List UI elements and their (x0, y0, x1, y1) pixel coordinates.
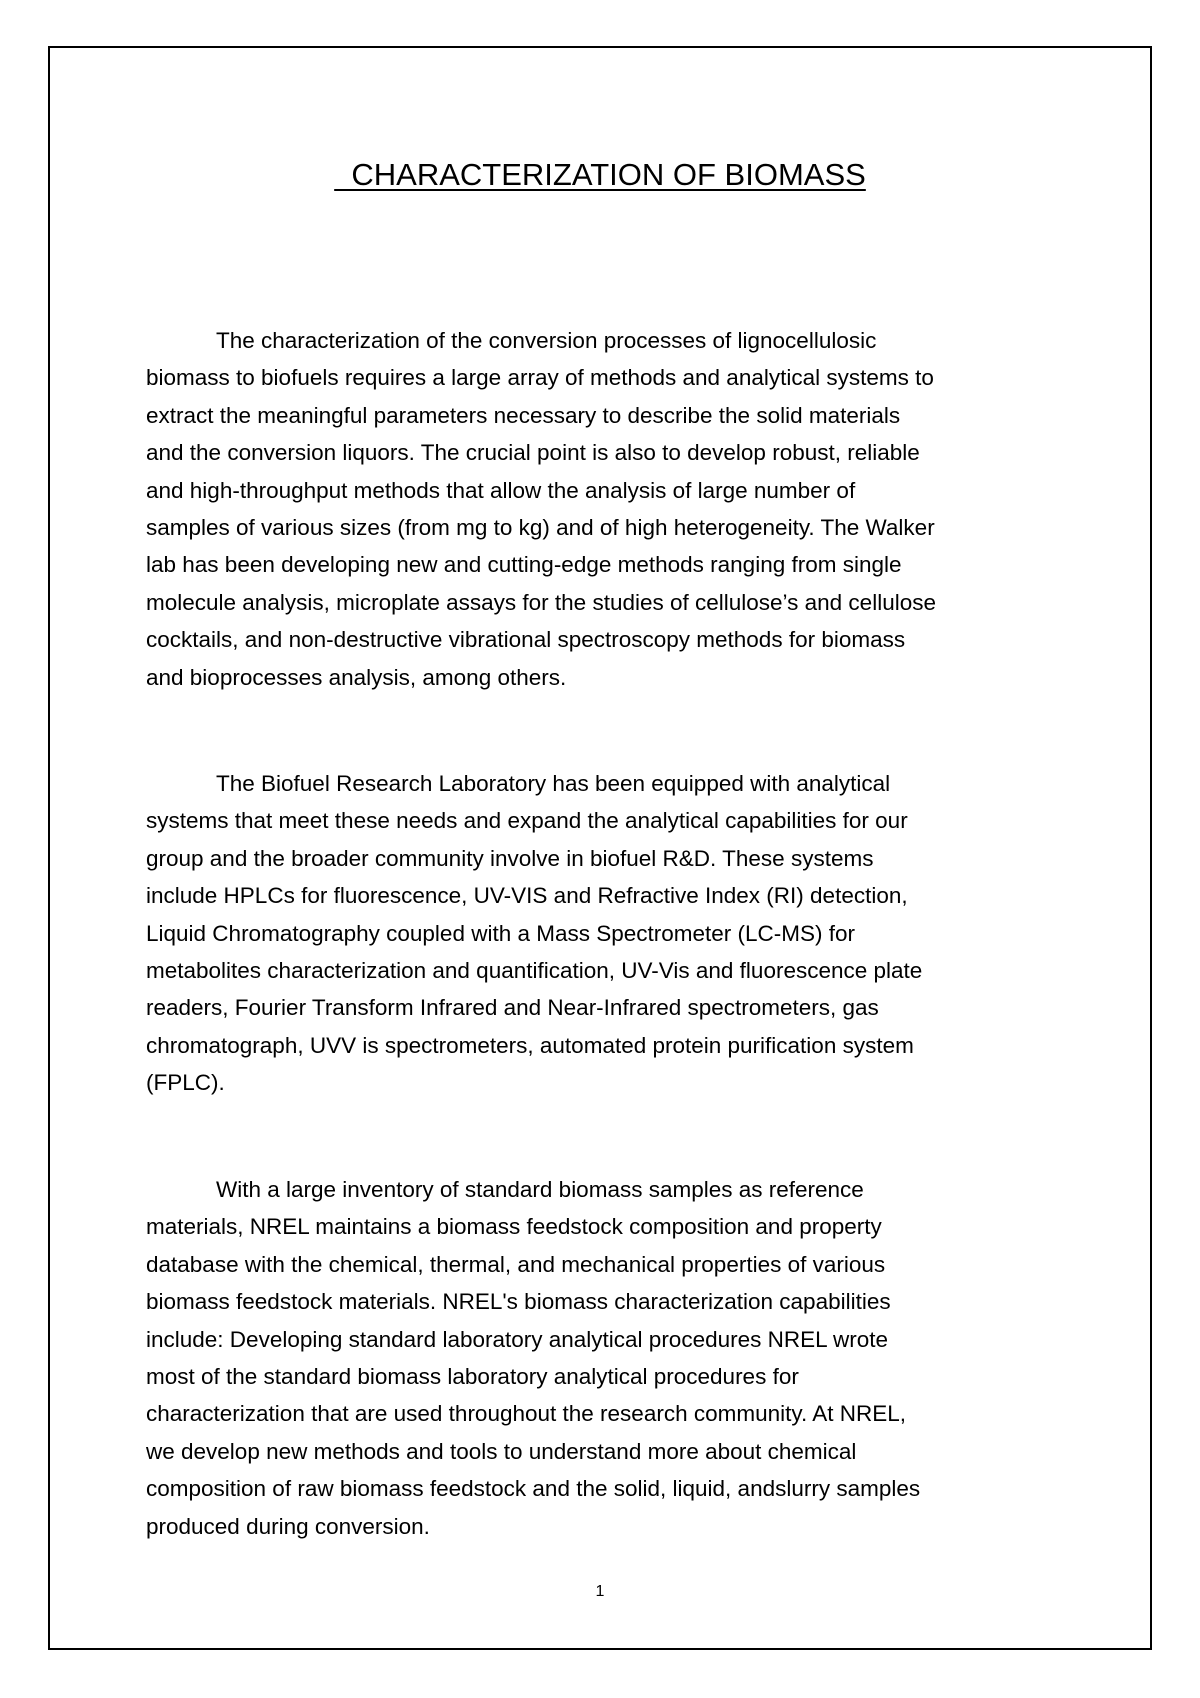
paragraph-line: and high-throughput methods that allow the analysis of large number of (146, 477, 856, 503)
paragraph-line: cocktails, and non-destructive vibrational spectroscopy methods for biomass (146, 627, 906, 653)
paragraph-line: biomass feedstock materials. NREL's biomass characterization capabilities (146, 1289, 891, 1315)
paragraph-line: lab has been developing new and cutting-edge methods ranging from single (146, 552, 902, 578)
paragraph-line: produced during conversion. (146, 1513, 430, 1539)
paragraph-line: most of the standard biomass laboratory analytical procedures for (146, 1364, 799, 1390)
paragraph-line: include HPLCs for fluorescence, UV-VIS and Refractive Index (RI) detection, (146, 883, 908, 909)
paragraph-line: we develop new methods and tools to understand more about chemical (146, 1438, 857, 1464)
paragraph-line: readers, Fourier Transform Infrared and Near-Infrared spectrometers, gas (146, 995, 879, 1021)
paragraph-line: Liquid Chromatography coupled with a Mass Spectrometer (LC-MS) for (146, 920, 856, 946)
paragraph-line: biomass to biofuels requires a large array of methods and analytical systems to (146, 365, 934, 391)
paragraph-line: molecule analysis, microplate assays for the studies of cellulose’s and cellulose (146, 589, 936, 615)
paragraph-line: materials, NREL maintains a biomass feedstock composition and property (146, 1214, 882, 1240)
paragraph-line: metabolites characterization and quantification, UV-Vis and fluorescence plate (146, 958, 923, 984)
paragraph-line: include: Developing standard laboratory analytical procedures NREL wrote (146, 1326, 889, 1352)
paragraph-line: extract the meaningful parameters necessary to describe the solid materials (146, 402, 901, 428)
paragraph-line: composition of raw biomass feedstock and the solid, liquid, andslurry samples (146, 1476, 921, 1502)
paragraph-line: group and the broader community involve in biofuel R&D. These systems (146, 845, 874, 871)
page-title: CHARACTERIZATION OF BIOMASS (334, 157, 866, 192)
paragraph-line: and bioprocesses analysis, among others. (146, 664, 567, 690)
paragraph-line: (FPLC). (146, 1070, 225, 1096)
paragraph-line: samples of various sizes (from mg to kg) and of high heterogeneity. The Walker (146, 515, 935, 541)
paragraph-line: database with the chemical, thermal, and mechanical properties of various (146, 1251, 886, 1277)
paragraph-2 (146, 765, 1086, 1102)
paragraph-line: With a large inventory of standard biomass samples as reference (216, 1177, 864, 1202)
paragraph-line: The Biofuel Research Laboratory has been equipped with analytical (216, 771, 891, 796)
paragraph-line: and the conversion liquors. The crucial point is also to develop robust, reliable (146, 440, 920, 466)
paragraph-line: characterization that are used throughout the research community. At NREL, (146, 1401, 906, 1427)
paragraph-line: systems that meet these needs and expand the analytical capabilities for our (146, 808, 908, 834)
page-number: 1 (595, 1583, 605, 1600)
paragraph-1 (146, 322, 1086, 696)
paragraph-3 (146, 1171, 1086, 1545)
paragraph-line: chromatograph, UVV is spectrometers, automated protein purification system (146, 1032, 914, 1058)
paragraph-line: The characterization of the conversion processes of lignocellulosic (216, 328, 877, 353)
